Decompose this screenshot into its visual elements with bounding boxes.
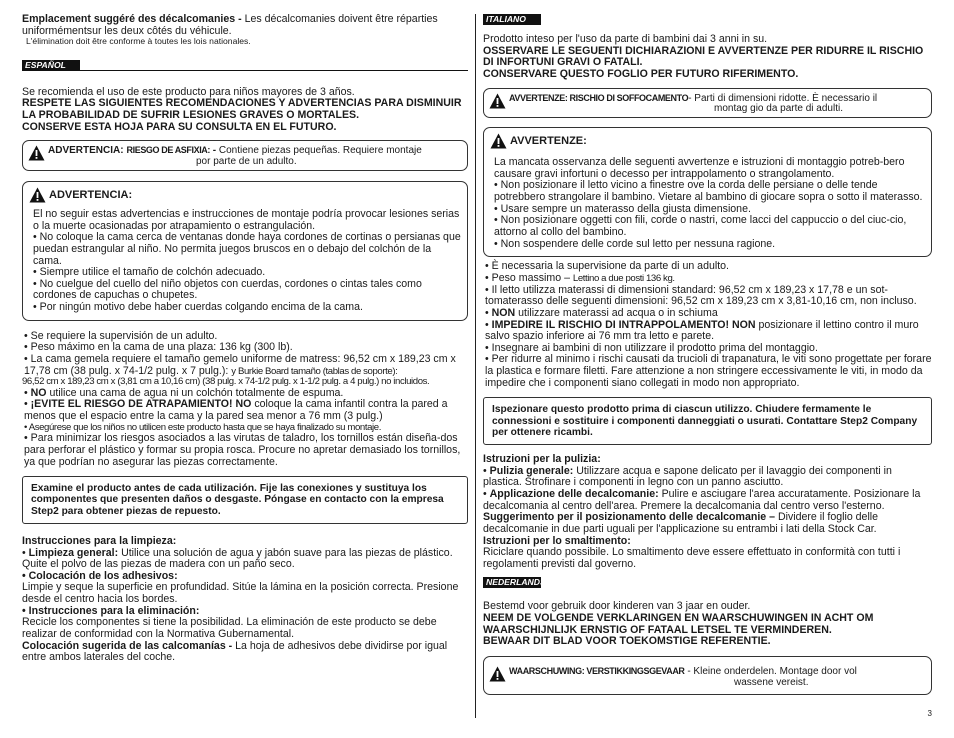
it-bullet: • È necessaria la supervisione da parte di un adulto. [483, 261, 932, 273]
es-warning-item: • Por ningún motivo debe haber cuerdas colgando encima de la cama. [33, 302, 461, 314]
es-inspection-box: Examine el producto antes de cada utilización. Fije las conexiones y sustituya los componentes que presenten daños o desgaste. Póngase en contacto con la empresa Step2 para obtener piezas de repuesto. [22, 476, 468, 524]
it-decal-text: Dividere il foglio delle decalcomanie in due parti uguali per l'applicazione su entrambi i lati della Stock Car. [483, 511, 879, 535]
es-intro-bold: RESPETE LAS SIGUIENTES RECOMENDACIONES Y ADVERTENCIAS PARA DISMINUIR LA PROBABILIDAD DE SUFRIR LESIONES GRAVES O MORTALES. CONSERVE ESTA HOJA PARA SU CONSULTA EN EL FUTURO. [22, 97, 462, 133]
lang-bar-spanish: ESPAÑOL [22, 60, 80, 71]
column-divider [475, 14, 476, 718]
es-warning-box [22, 181, 468, 321]
es-choking-warning [22, 140, 468, 171]
es-bullet-bold: ¡EVITE EL RIESGO DE ATRAPAMIENTO! NO [30, 398, 252, 411]
es-adhesive-text: Limpie y seque la superficie en profundidad. Sitúe la lámina en la posición correcta. Presione desde el centro hacia los bordes. [22, 581, 459, 606]
it-intro-bold: OSSERVARE LE SEGUENTI DICHIARAZIONI E AVVERTENZE PER RIDURRE IL RISCHIO DI INFORTUNI GRAVI O FATALI. CONSERVARE QUESTO FOGLIO PER FUTURO RIFERIMENTO. [483, 44, 924, 80]
es-bullet: • Para minimizar los riesgos asociados a las virutas de taladro, los tornillos están diseña-dos para perforar el plástico y formar su propia rosca. Procure no apretar demasiado los tornillos, ya que podrían no asegurar las piezas correctamente. [22, 433, 468, 468]
it-decal-paragraph [483, 512, 932, 535]
it-bullet-text: Peso massimo – [491, 271, 573, 284]
es-bullet-bold: NO [30, 386, 47, 399]
warning-triangle-icon [490, 133, 507, 149]
french-decal-heading: Emplacement suggéré des décalcomanies - [22, 13, 245, 25]
es-bullet [22, 354, 468, 377]
it-adhesive-text: Pulire e asciugare l'area accuratamente. Posizionare la decalcomania al centro dell'area. Premere la decalcomania dal centro verso l'esterno. [483, 487, 921, 512]
es-decal-text: La hoja de adhesivos debe dividirse por igual entre ambos laterales del coche. [22, 639, 448, 664]
page-number: 3 [927, 709, 932, 719]
it-warning-para: La mancata osservanza delle seguenti avvertenze e istruzioni di montaggio potreb-bero causare gravi infortuni o decesso per intrappolamento o strangolamento. [494, 156, 905, 180]
it-bullet: • Per ridurre al minimo i rischi causati da trucioli di trapanatura, le viti sono progettate per forare la plastica e formare filetti. Fare attenzione a non stringere eccessivamente le viti, in modo da impedire che i componenti siano collegati in modo non appropriato. [483, 354, 932, 389]
es-cleaning [22, 536, 468, 664]
it-cleaning [483, 454, 932, 570]
nl-choking-desc2: wassene vereist. [734, 676, 809, 688]
es-warning-item: • Siempre utilice el tamaño de colchón adecuado. [33, 267, 461, 279]
it-bullet: • Insegnare ai bambini di non utilizzare il prodotto prima del montaggio. [483, 343, 932, 355]
it-choking-desc2: montag gio da parte di adulti. [714, 103, 843, 115]
es-bullet-cont: 96,52 cm x 189,23 cm x (3,81 cm a 10,16 cm) (38 pulg. x 74-1/2 pulg. x 1-1/2 pulg. a 4 pulg.) no incluidos. [22, 376, 430, 388]
es-decal-label: Colocación sugerida de las calcomanías - [22, 639, 236, 652]
es-cleaning-general-label: Limpieza general: [28, 546, 119, 559]
es-cleaning-general-text: Utilice una solución de agua y jabón suave para las piezas de plástico. Quite el polvo de las piezas de madera con un paño seco. [22, 546, 453, 571]
es-bullet: • Se requiere la supervisión de un adulto. [22, 331, 468, 343]
it-choking-warning [483, 88, 932, 119]
it-choking-title: AVVERTENZE: RISCHIO DI SOFFOCAMENTO [509, 92, 689, 103]
it-bullet-text: Lettino a due posti 136 kg. [572, 272, 675, 284]
es-warning-title: ADVERTENCIA: [49, 188, 133, 201]
it-cleaning-general-text: Utilizzare acqua e sapone delicato per il lavaggio dei componenti in plastica. Strofinare i componenti in legno con un panno asciutto. [483, 464, 892, 489]
es-disposal-title: • Instrucciones para la eliminación: [22, 606, 468, 618]
es-bullet: • Asegúrese que los niños no utilicen este producto hasta que se haya finalizado su montaje. [22, 423, 468, 434]
french-decal-text: Les décalcomanies doivent être réparties uniformémentsur les deux côtés du véhicule. [22, 13, 438, 37]
it-warning-box [483, 127, 932, 257]
it-bullet-text: utilizzare materassi ad acqua o in schiuma [515, 306, 718, 319]
es-disposal-text: Recicle los componentes si tiene la posibilidad. La eliminación de este producto se debe realizar de conformidad con la Normativa Gubernamental. [22, 616, 437, 640]
it-decal-label: Suggerimento per il posizionamento delle decalcomanie – [483, 511, 778, 524]
es-bullet-text: utilice una cama de agua ni un colchón totalmente de espuma. [46, 386, 344, 399]
es-choking-subtitle: RIESGO DE ASFIXIA: [126, 145, 210, 156]
it-warning-item: • Non posizionare oggetti con fili, corde o nastri, come lacci del cappuccio o del ciuc-cio, attorno al collo del bambino. [494, 215, 925, 238]
es-choking-dash: - [210, 145, 219, 157]
es-bullets [22, 331, 468, 469]
warning-triangle-icon [489, 93, 506, 109]
it-adhesive [483, 489, 932, 512]
warning-triangle-icon [489, 666, 506, 682]
it-choking-desc: - Parti di dimensioni ridotte. È necessario il [688, 92, 878, 104]
it-bullet [483, 320, 932, 343]
it-disposal-title: Istruzioni per lo smaltimento: [483, 534, 631, 547]
it-bullet-text: posizionare il lettino contro il muro salvo spazio inferiore ai 76 mm tra letto e parete. [485, 318, 919, 343]
es-choking-title: ADVERTENCIA: [48, 145, 124, 157]
es-warning-item: • No coloque la cama cerca de ventanas donde haya cordones de cortinas o persianas que puedan estrangular al niño. No permita juegos bruscos en o debajo del colchón de la cama. [33, 232, 461, 267]
it-cleaning-general-label: Pulizia generale: [489, 464, 574, 477]
lang-bar-italian: ITALIANO [483, 14, 541, 25]
it-cleaning-title: Istruzioni per la pulizia: [483, 453, 601, 466]
right-column [483, 14, 932, 695]
nl-choking-title: WAARSCHUWING: VERSTIKKINGSGEVAAR [509, 666, 685, 676]
es-bullet [22, 399, 468, 422]
es-bullet-text: y Burkie Board tamaño (tablas de soporte): [231, 365, 398, 377]
it-warning-item: • Non sospendere delle corde sul letto per nessuna ragione. [494, 239, 925, 251]
es-warning-item: • No cuelgue del cuello del niño objetos con cuerdas, cordones o cintas tales como cordones de capuchas o chupetes. [33, 279, 461, 302]
it-intro: Prodotto inteso per l'uso da parte di bambini dai 3 anni in su. [483, 33, 768, 45]
warning-triangle-icon [29, 187, 46, 203]
it-bullets [483, 261, 932, 389]
it-bullet-bold: NON [491, 306, 516, 319]
lang-bar-dutch: NEDERLANDS [483, 577, 541, 588]
nl-intro-bold: NEEM DE VOLGENDE VERKLARINGEN EN WAARSCHUWINGEN IN ACHT OM WAARSCHIJNLIJK ERNSTIG OF FATAAL LETSEL TE VERMINDEREN. BEWAAR DIT BLAD VOOR TOEKOMSTIGE REFERENTIE. [483, 612, 874, 648]
it-warning-item: • Non posizionare il letto vicino a finestre ove la corda delle persiane o delle tende potrebbero strangolare il bambino. Vietare al bambino di giocare sopra o sotto il materasso. [494, 180, 925, 203]
nl-intro: Bestemd voor gebruik door kinderen van 3 jaar en ouder. [483, 600, 751, 613]
es-bullet-text: La cama gemela requiere el tamaño gemelo uniforme de matress: 96,52 cm x 189,23 cm x 17,78 cm (38 pulg. x 74-1/2 pulg. x 7 pulg.): [24, 352, 456, 377]
french-decal-paragraph [22, 14, 468, 37]
it-adhesive-label: Applicazione delle decalcomanie: [489, 487, 659, 500]
it-bullet [483, 273, 932, 285]
es-cleaning-general [22, 548, 468, 571]
nl-choking-warning [483, 656, 932, 695]
french-disposal-note: L'élimination doit être conforme à toutes les lois nationales. [26, 36, 251, 47]
it-bullet-bold: IMPEDIRE IL RISCHIO DI INTRAPPOLAMENTO! NON [491, 318, 756, 331]
es-choking-desc: Contiene piezas pequeñas. Requiere montaje [218, 145, 422, 157]
left-column [22, 14, 468, 664]
it-disposal-text: Riciclare quando possibile. Lo smaltimento deve essere effettuato in conformità con tutti i regolamenti previsti dal governo. [483, 546, 901, 570]
nl-choking-desc: - Kleine onderdelen. Montage door vol [684, 666, 857, 677]
it-inspection-box: Ispezionare questo prodotto prima di ciascun utilizzo. Chiudere fermamente le connessioni e sostituire i componenti danneggiati o usurati. Contattare Step2 Company per ottenere ricambi. [483, 397, 932, 445]
it-warning-title: AVVERTENZE: [510, 135, 587, 148]
it-cleaning-general [483, 466, 932, 489]
warning-triangle-icon [28, 145, 45, 161]
es-choking-desc2: por parte de un adulto. [196, 155, 297, 167]
it-warning-item: • Usare sempre un materasso della giusta dimensione. [494, 204, 925, 216]
es-adhesive-title: • Colocación de los adhesivos: [22, 571, 468, 583]
es-cleaning-title: Instrucciones para la limpieza: [22, 534, 177, 547]
es-intro: Se recomienda el uso de este producto para niños mayores de 3 años. [22, 85, 355, 98]
es-bullet-text: coloque la cama infantil contra la pared a menos que el espacio entre la cama y la pared sea menor a 76 mm (3 pulg.) [24, 398, 448, 423]
es-bullet: • Peso máximo en la cama de una plaza: 136 kg (300 lb). [22, 342, 468, 354]
es-warning-para: El no seguir estas advertencias e instrucciones de montaje podría provocar lesiones serias o la muerte ocasionadas por atrapamiento o estrangulación. [33, 207, 460, 232]
it-bullet: • Il letto utilizza materassi di dimensioni standard: 96,52 cm x 189,23 x 17,78 e un sot-tomaterasso delle seguenti dimensioni: 96,52 cm x 189,23 cm x 3,81-10,16 cm, non incluso. [483, 285, 932, 308]
es-decal-paragraph [22, 641, 468, 664]
